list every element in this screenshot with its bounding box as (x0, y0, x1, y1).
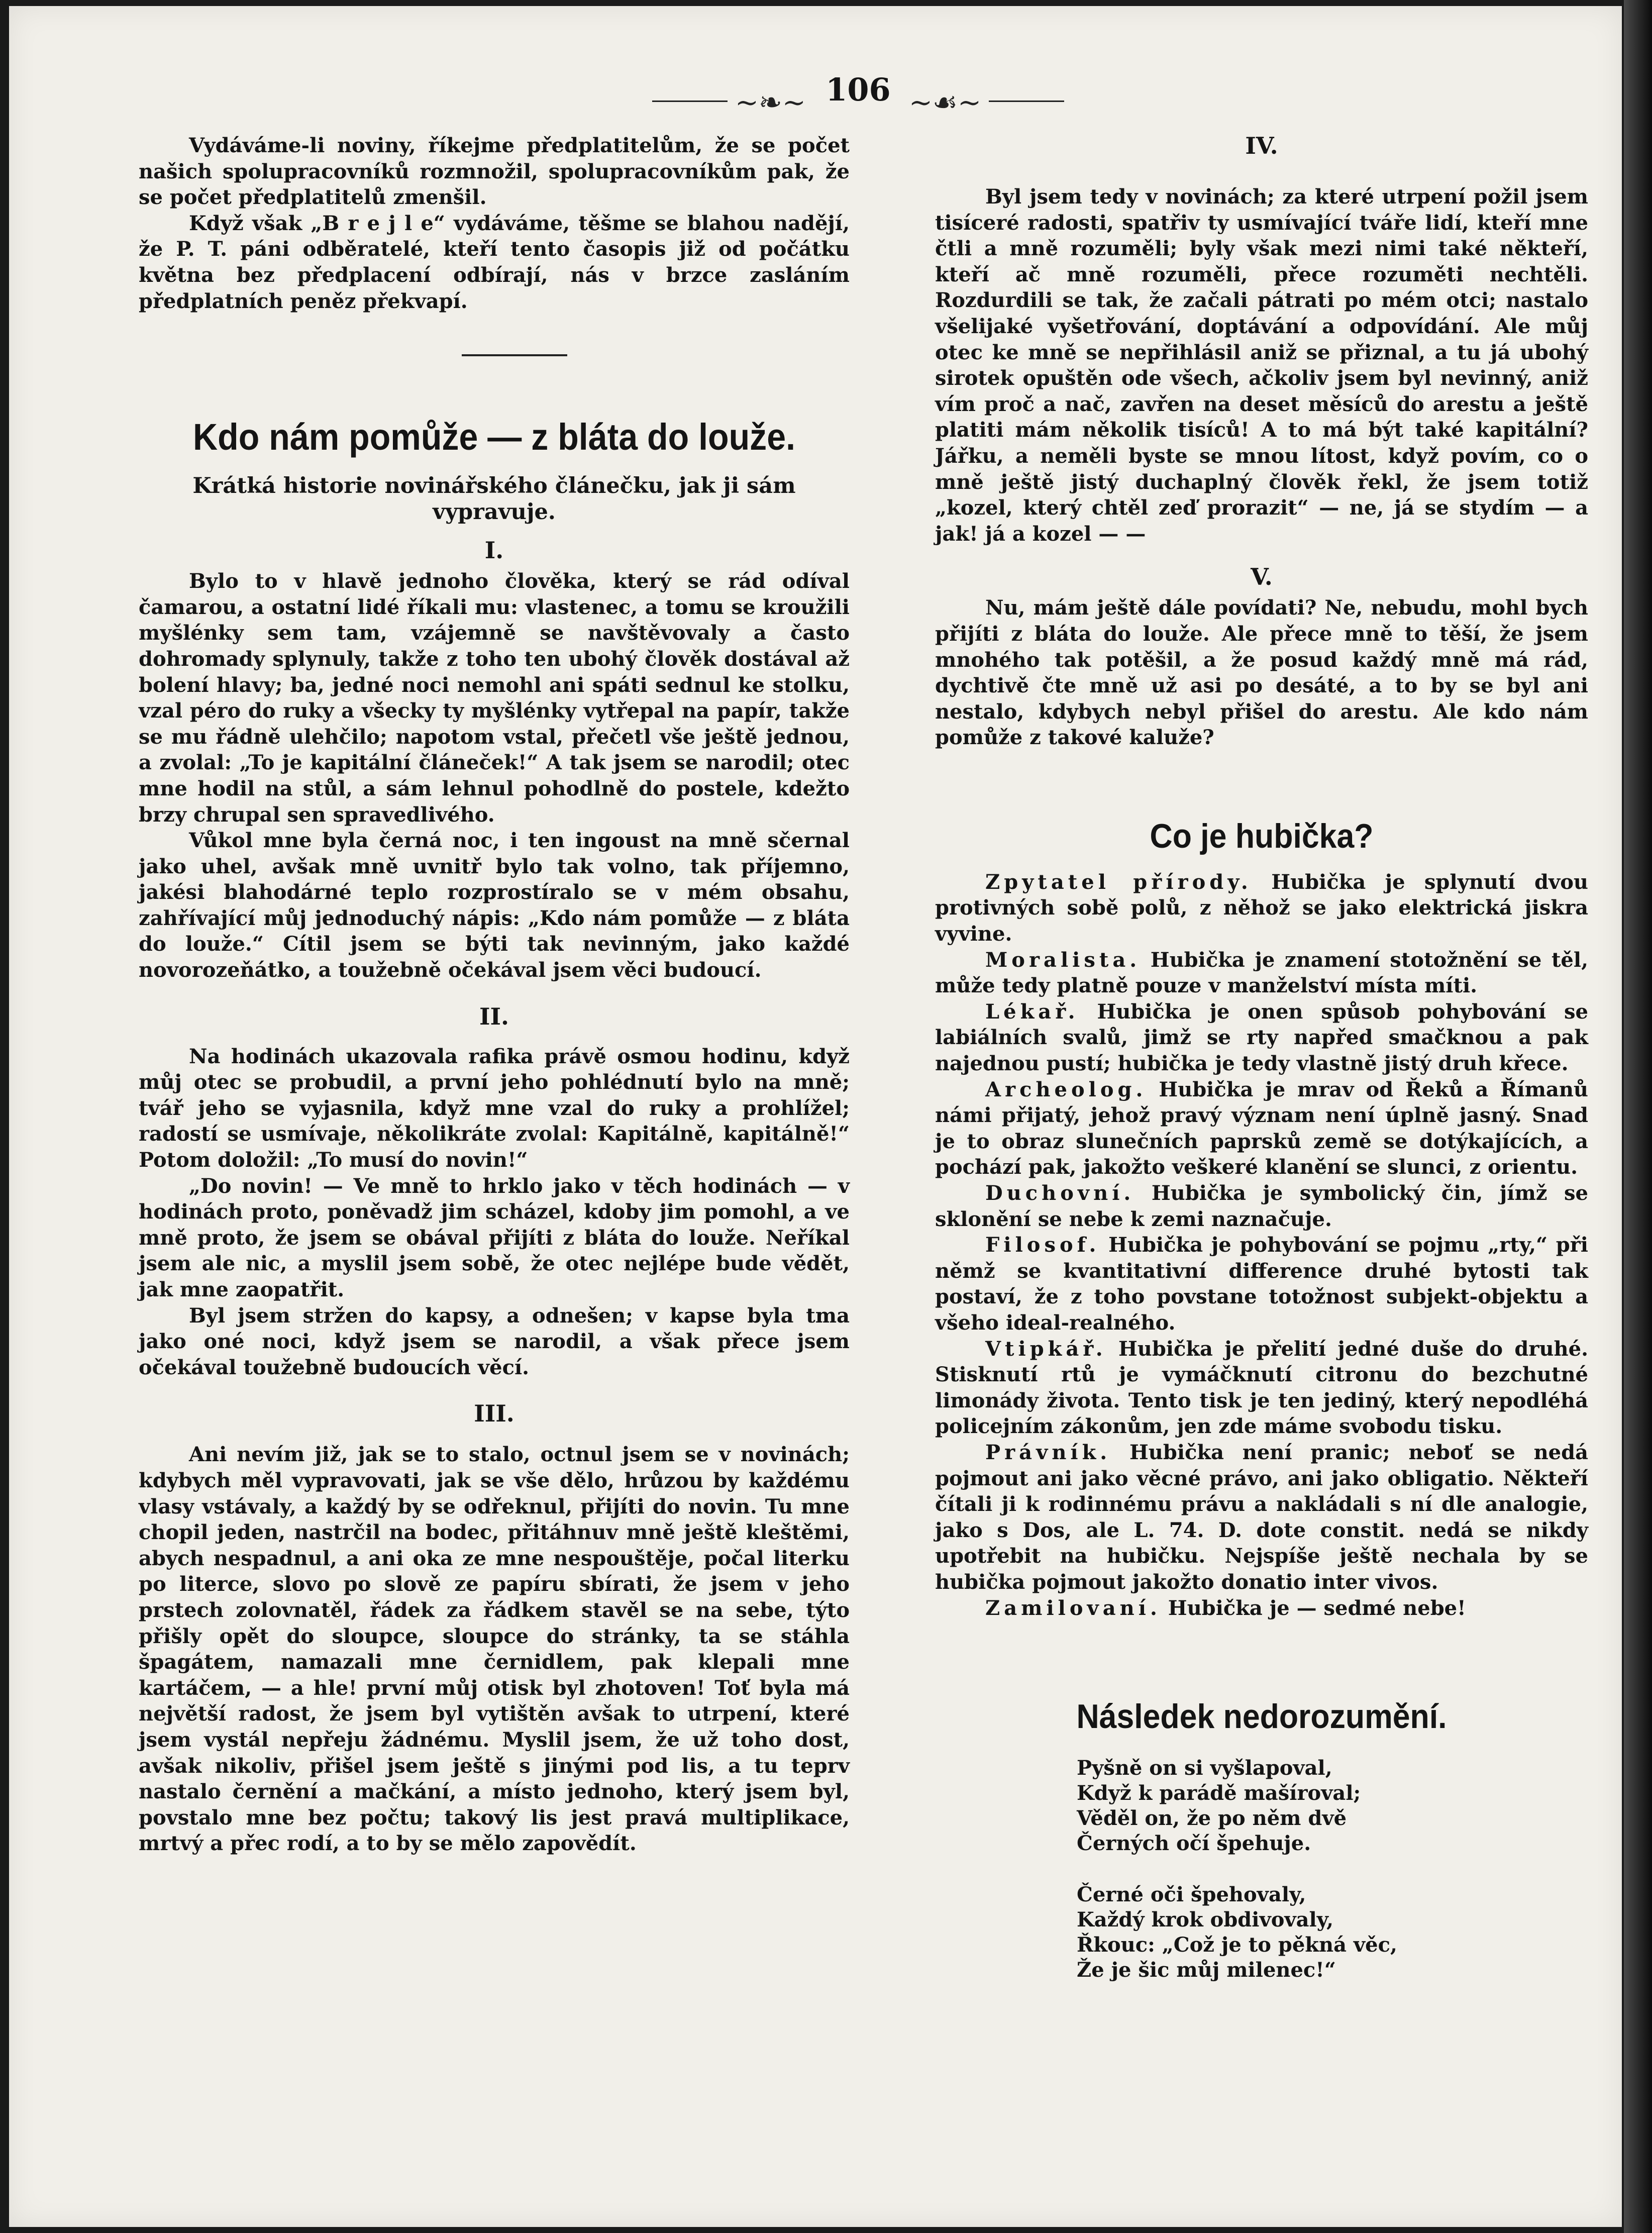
section-separator (462, 354, 567, 356)
newspaper-page (9, 6, 1622, 2227)
body-paragraph: „Do novin! — Ve mně to hrklo jako v těch hodinách — v hodinách proto, poněvadž jim scházel, kdoby jim pomohl, a ve mně proto, že jsem se obával přijíti z bláta do louže. Neříkal jsem ale nic, a myslil jsem sobě, že otec nejlépe bude vědět, jak mne zaopatřit. (139, 1174, 850, 1301)
definition-entry (935, 999, 1588, 1077)
definition-entry (935, 1440, 1588, 1595)
body-paragraph: Bylo to v hlavě jednoho člověka, který se rád odíval čamarou, a ostatní lidé říkali mu: vlastenec, a tomu se kroužili myšlénky sem tam, vzájemně se navštěvovaly a často dohromady splynuly, takže z toho ten ubohý člověk dostával až bolení hlavy; ba, jedné noci nemohl ani spáti sednul ke stolku, vzal péro do ruky a všecky ty myšlénky vytřepal na papír, takže se mu řádně ulehčilo; napotom vstal, přečetl vše ještě jednou, a zvolal: „To je kapitální článeček!“ A tak jsem se narodil; otec mne hodil na stůl, a sám lehnul pohodlně do postele, kdežto brzy chrupal sen spravedlivého. (139, 569, 850, 827)
ornament-right-icon: ~☙~ (908, 86, 981, 119)
section-numeral: III. (474, 1400, 514, 1428)
article-subtitle: Krátká historie novinářského článečku, jak ji sám vypravuje. (192, 473, 796, 525)
poem-line: Pyšně on si vyšlapoval, (1077, 1756, 1332, 1780)
body-paragraph: Na hodinách ukazovala rafika právě osmou hodinu, když můj otec se probudil, a první jeho pohlédnutí bylo na mně; tvář jeho se vyjasnila, když mne vzal do ruky a prohlížel; radostí se usmívaje, několikráte zvolal: Kapitálně, kapitálně!“ Potom doložil: „To musí do novin!“ (139, 1044, 850, 1172)
definition-entry (935, 869, 1588, 947)
poem-line: Každý krok obdivovaly, (1077, 1908, 1334, 1932)
definition-speaker: Archeolog. (985, 1077, 1147, 1101)
body-paragraph: Byl jsem tedy v novinách; za které utrpení požil jsem tisíceré radosti, spatřiv ty usmívající tváře lidí, kteří mne čtli a mně rozuměli; byly však mezi nimi také někteří, kteří ač mně rozuměli, přece rozuměti nechtěli. Rozdurdili se tak, že začali pátrati po mém otci; nastalo všelijaké vyšetřování, doptávání a odpovídání. Ale můj otec ke mně se nepřihlásil aniž se přiznal, a tu já ubohý sirotek opuštěn ode všech, ačkoliv jsem byl nevinný, aniž vím proč a nač, zavřen na deset měsíců do arestu a ještě platiti mám několik tisíců! A to má být také kapitální? Jářku, a neměli byste se mnou lítost, když povím, co o mně ještě jistý duchaplný člověk řekl, že jsem totiž „kozel, který chtěl zeď prorazit“ — ne, já se stydím — a jak! já a kozel — — (935, 185, 1588, 546)
article-title: Kdo nám pomůže — z bláta do louže. (192, 416, 796, 458)
poem-line: Černých očí špehuje. (1077, 1832, 1311, 1856)
definition-entry (935, 1180, 1588, 1232)
right-column (935, 133, 1588, 1983)
definition-entry (935, 1232, 1588, 1336)
section-numeral: IV. (1245, 132, 1278, 159)
definition-speaker: Duchovní. (985, 1181, 1135, 1205)
poem-line: Řkouc: „Což je to pěkná věc, (1077, 1933, 1397, 1957)
hubicka-title: Co je hubička? (1150, 817, 1374, 855)
definition-text: Hubička je pohybování se pojmu „rty,“ při němž se kvantitativní difference druhé bytosti tak postaví, že z toho povstane totožnost subjekt-objektu a všeho ideal-realného. (935, 1233, 1588, 1335)
definition-entry (935, 1077, 1588, 1180)
stanza-gap (935, 1856, 1588, 1882)
definition-text: Hubička je splynutí dvou protivných sobě polů, z něhož se jako elektrická jiskra vyvine. (935, 870, 1589, 946)
poem-line: Černé oči špehovaly, (1077, 1883, 1306, 1907)
poem (935, 1756, 1588, 1983)
section-numeral: II. (479, 1002, 509, 1030)
definition-speaker: Zpytatel přírody. (985, 870, 1252, 894)
header-rule-right (989, 100, 1064, 102)
page-number: 106 (825, 71, 891, 108)
definition-speaker: Zamilovaní. (985, 1596, 1161, 1620)
definition-entry (935, 1595, 1588, 1621)
definition-speaker: Lékař. (985, 999, 1079, 1024)
definition-entry (935, 947, 1588, 999)
definition-text: Hubička není pranic; neboť se nedá pojmout ani jako věcné právo, ani jako obligatio. Někteří čítali ji k rodinnému právu a nakládali s ní dle analogie, jako s Dos, ale L. 74. D. dote constit. nedá se nikdy upotřebit na hubičku. Nejspíše ještě nechala by se hubička pojmout jakožto donatio inter vivos. (935, 1440, 1588, 1594)
definition-speaker: Právník. (985, 1440, 1111, 1464)
poem-line: Když k parádě mašíroval; (1077, 1781, 1361, 1805)
poem-line: Věděl on, že po něm dvě (1077, 1806, 1347, 1831)
section-numeral: V. (1251, 563, 1273, 591)
definition-entry (935, 1336, 1588, 1440)
definition-text: Hubička je symbolický čin, jímž se sklonění se nebe k zemi naznačuje. (935, 1181, 1588, 1231)
scan-edge-shadow (1624, 0, 1652, 2233)
body-paragraph: Nu, mám ještě dále povídati? Ne, nebudu, mohl bych přijíti z bláta do louže. Ale přece mně to těší, že jsem mnohého tak potěšil, a že posud každý mně má rád, dychtivě čte mně už asi po desáté, a to by se byl ani nestalo, kdybych nebyl přišel do arestu. Ale kdo nám pomůže z takové kaluže? (935, 596, 1588, 750)
poem-line: Že je šic můj milenec!“ (1077, 1958, 1336, 1982)
intro-paragraph: Vydáváme-li noviny, říkejme předplatitelům, že se počet našich spolupracovníků rozmnožil, spolupracovníkům pak, že se počet předplatitelů zmenšil. (139, 134, 850, 210)
body-paragraph: Ani nevím již, jak se to stalo, octnul jsem se v novinách; kdybych měl vypravovati, jak se vše dělo, hrůzou by každému vlasy vstávaly, a každý by se odřeknul, přijíti do novin. Tu mne chopil jeden, nastrčil na bodec, přitáhnuv mně ještě kleštěmi, abych nespadnul, a ani oka ze mne nespouštěje, počal literku po literce, slovo po slově ze papíru sbírati, že jsem v jeho prstech zolovnatěl, řádek za řádkem stavěl se na sebe, týto přišly opět do sloupce, sloupce do stránky, ta se stáhla špagátem, namazali mne černidlem, pak klepali mne kartáčem, — a hle! první můj otisk byl zhotoven! Toť byla má největší radost, že jsem byl vytištěn avšak to utrpení, které jsem vystál nepřeju žádnému. Myslil jsem, že už toho dost, avšak nikoliv, přišel jsem ještě s jinými pod lis, a tu teprv nastalo černění a mačkání, a místo jednoho, který jsem byl, povstalo mne bez počtu; takový lis jest pravá multiplikace, mrtvý a přec rodí, a to by se mělo zapovědít. (139, 1443, 850, 1856)
definition-text: Hubička je znamení stotožnění se těl, může tedy platně pouze v manželství místa míti. (935, 948, 1588, 998)
definition-speaker: Moralista. (985, 948, 1141, 972)
left-column (139, 133, 850, 1857)
definition-speaker: Filosof. (985, 1233, 1100, 1257)
hubicka-definitions (935, 869, 1588, 1621)
definition-text: Hubička je — sedmé nebe! (1161, 1596, 1466, 1620)
poem-title: Následek nedorozumění. (1076, 1697, 1447, 1736)
definition-text: Hubička je onen spůsob pohybování se labiálních svalů, jimž se rty napřed smačknou a pak najednou pustí; hubička je tedy vlastně jistý druh křece. (935, 999, 1588, 1076)
body-paragraph: Byl jsem stržen do kapsy, a odnešen; v kapse byla tma jako oné noci, když jsem se narodil, a však přece jsem očekával toužebně budoucích věcí. (139, 1303, 850, 1379)
section-numeral: I. (484, 537, 504, 564)
ornament-left-icon: ~❧~ (735, 86, 806, 119)
definition-text: Hubička je přelití jedné duše do druhé. Stisknutí rtů je vymáčknutí citronu do bezchutné limonády života. Tento tisk je ten jediný, který nepodléhá policejním zákonům, jen zde máme svobodu tisku. (935, 1337, 1588, 1439)
page-header (652, 71, 1064, 122)
intro-paragraph: Když však „B r e j l e“ vydáváme, těšme se blahou nadějí, že P. T. páni odběratelé, kteří tento časopis již od počátku května bez předplacení odbírají, nás v brzce zasláním předplatních peněz překvapí. (139, 211, 850, 313)
body-paragraph: Vůkol mne byla černá noc, i ten ingoust na mně sčernal jako uhel, avšak mně uvnitř bylo tak volno, tak příjemno, jakési blahodárné teplo rozprostíralo se v mém obsahu, zahřívající můj jednoduchý nápis: „Kdo nám pomůže — z bláta do louže.“ Cítil jsem se býti tak nevinným, jako každé novorozeňátko, a toužebně očekával jsem věci budoucí. (139, 829, 850, 982)
definition-text: Hubička je mrav od Řeků a Římanů námi přijatý, jehož pravý význam není úplně jasný. Snad je to obraz slunečních paprsků země se dotýkajících, a pochází pak, jakožto veškeré klanění se slunci, z orientu. (935, 1077, 1588, 1179)
definition-speaker: Vtipkář. (985, 1337, 1107, 1361)
